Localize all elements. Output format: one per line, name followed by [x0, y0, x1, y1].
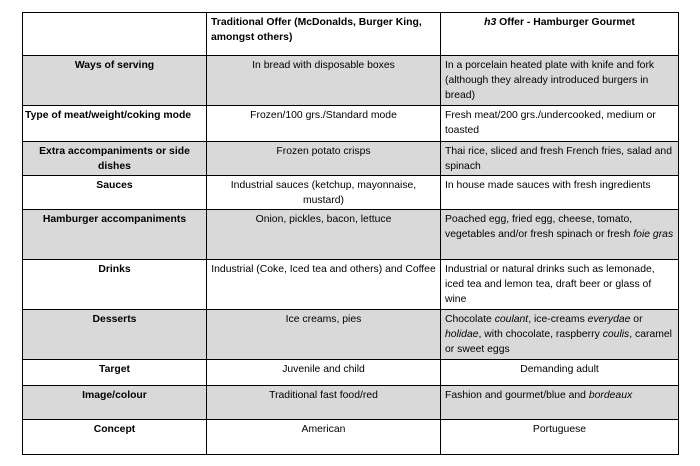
row-label: Concept — [23, 420, 207, 455]
comparison-table — [22, 12, 679, 455]
h3-cell-text: or — [630, 314, 643, 325]
row-label: Type of meat/weight/coking mode — [23, 106, 207, 142]
traditional-cell: Industrial (Coke, Iced tea and others) and Coffee — [207, 260, 441, 310]
h3-cell-text: Fashion and gourmet/blue and — [445, 390, 589, 401]
h3-cell-italic: coulant — [494, 314, 529, 325]
h3-cell-italic: holidae — [445, 329, 479, 340]
h3-cell — [441, 310, 679, 360]
h3-cell-text: Poached egg, fried egg, cheese, tomato, vegetables and/or fresh spinach or fresh — [445, 214, 634, 240]
row-label: Image/colour — [23, 386, 207, 420]
row-label: Hamburger accompaniments — [23, 210, 207, 260]
h3-cell: Fresh meat/200 grs./undercooked, medium or toasted — [441, 106, 679, 142]
h3-cell-text: , caramel or sweet eggs — [445, 329, 672, 355]
traditional-cell: In bread with disposable boxes — [207, 56, 441, 106]
traditional-cell: Industrial sauces (ketchup, mayonnaise, mustard) — [207, 176, 441, 210]
h3-cell: Demanding adult — [441, 360, 679, 386]
h3-cell — [441, 210, 679, 260]
table-row-extra-accompaniments — [23, 142, 679, 176]
h3-cell-text: Chocolate — [445, 314, 495, 325]
h3-cell-italic: everydae — [587, 314, 631, 325]
traditional-cell: Onion, pickles, bacon, lettuce — [207, 210, 441, 260]
header-h3-title: Offer - Hamburger Gourmet — [496, 17, 635, 28]
comparison-document — [22, 12, 678, 455]
table-row-concept — [23, 420, 679, 455]
h3-cell: Industrial or natural drinks such as lemonade, iced tea and lemon tea, draft beer or glass of wine — [441, 260, 679, 310]
traditional-cell: American — [207, 420, 441, 455]
header-traditional-offer: Traditional Offer (McDonalds, Burger King, amongst others) — [207, 13, 441, 56]
table-row-ways-of-serving — [23, 56, 679, 106]
h3-cell-italic: coulis — [602, 329, 630, 340]
row-label: Sauces — [23, 176, 207, 210]
table-row-target — [23, 360, 679, 386]
h3-cell: In a porcelain heated plate with knife and fork (although they already introduced burgers in bread) — [441, 56, 679, 106]
traditional-cell: Frozen/100 grs./Standard mode — [207, 106, 441, 142]
traditional-cell: Juvenile and child — [207, 360, 441, 386]
table-row-drinks — [23, 260, 679, 310]
h3-cell-italic: foie gras — [633, 229, 674, 240]
table-row-type-of-meat — [23, 106, 679, 142]
row-label: Target — [23, 360, 207, 386]
table-row-image-colour — [23, 386, 679, 420]
h3-cell: Thai rice, sliced and fresh French fries, salad and spinach — [441, 142, 679, 176]
h3-cell-text: , with chocolate, raspberry — [478, 329, 603, 340]
h3-cell — [441, 386, 679, 420]
table-row-sauces — [23, 176, 679, 210]
header-h3-brand: h3 — [484, 17, 497, 28]
table-row-hamburger-accompaniments — [23, 210, 679, 260]
row-label: Ways of serving — [23, 56, 207, 106]
h3-cell-italic: bordeaux — [588, 390, 633, 401]
row-label: Extra accompaniments or side dishes — [23, 142, 207, 176]
traditional-cell: Traditional fast food/red — [207, 386, 441, 420]
row-label: Drinks — [23, 260, 207, 310]
row-label: Desserts — [23, 310, 207, 360]
h3-cell-text: , ice-creams — [528, 314, 588, 325]
h3-cell: Portuguese — [441, 420, 679, 455]
header-empty-cell — [23, 13, 207, 56]
h3-cell: In house made sauces with fresh ingredients — [441, 176, 679, 210]
traditional-cell: Frozen potato crisps — [207, 142, 441, 176]
header-h3-offer — [441, 13, 679, 56]
header-row — [23, 13, 679, 56]
table-row-desserts — [23, 310, 679, 360]
traditional-cell: Ice creams, pies — [207, 310, 441, 360]
